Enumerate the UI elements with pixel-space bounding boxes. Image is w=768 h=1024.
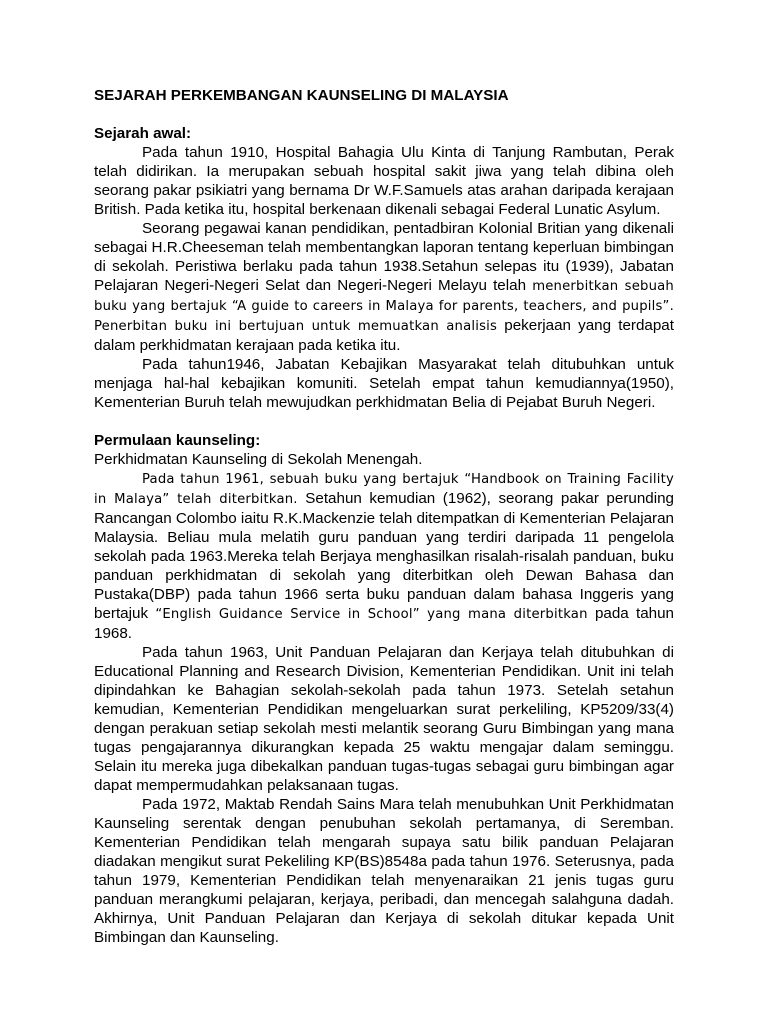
section-heading-sejarah-awal: Sejarah awal: xyxy=(94,125,192,142)
paragraph-text-alt-font: menerbitkan sebuah buku yang bertajuk “A guide to careers in Malaya for parents, teachers, and pupils”. Penerbitan buku ini bertujuan untuk memuatkan analisis xyxy=(94,279,674,334)
paragraph-text-alt-font: “English Guidance Service in School” yang mana diterbitkan xyxy=(155,607,588,622)
paragraph-text-alt-font: Pada tahun 1961, sebuah buku yang bertajuk “Handbook on Training Facility in Malaya” telah diterbitkan. xyxy=(94,472,674,507)
paragraph-cheeseman xyxy=(94,219,674,355)
document-body xyxy=(94,86,674,947)
paragraph-text: Setahun kemudian (1962), seorang pakar perunding Rancangan Colombo iaitu R.K.Mackenzie telah ditempatkan di Kementerian Pelajaran Malaysia. Beliau mula melatih guru panduan yang terdiri daripada 11 pengelola sekolah pada 1963.Mereka telah Berjaya menghasilkan risalah-risalah panduan, buku panduan perkhidmatan di sekolah yang diterbitkan oleh Dewan Bahasa dan Pustaka(DBP) pada tahun 1966 serta buku panduan dalam bahasa Inggeris yang bertajuk xyxy=(94,490,674,622)
paragraph-text: pada tahun 1968. xyxy=(94,605,675,642)
section-heading-permulaan: Permulaan kaunseling: xyxy=(94,432,261,449)
paragraph-1961 xyxy=(94,469,674,643)
paragraph-text: Seorang pegawai kanan pendidikan, pentadbiran Kolonial Britian yang dikenali sebagai H.R.Cheeseman telah membentangkan laporan tentang keperluan bimbingan di sekolah. Peristiwa berlaku pada tahun 1938.Setahun selepas itu (1939), Jabatan Pelajaran Negeri-Negeri Selat dan Negeri-Negeri Melayu telah xyxy=(94,220,674,294)
paragraph-text: pekerjaan yang terdapat dalam perkhidmatan kerajaan pada ketika itu. xyxy=(94,317,674,354)
document-title: SEJARAH PERKEMBANGAN KAUNSELING DI MALAYSIA xyxy=(94,87,509,104)
section-subheading: Perkhidmatan Kaunseling di Sekolah Menengah. xyxy=(94,451,423,468)
paragraph-1972: Pada 1972, Maktab Rendah Sains Mara telah menubuhkan Unit Perkhidmatan Kaunseling serentak dengan penubuhan sekolah pertamanya, di Seremban. Kementerian Pendidikan telah mengarah supaya satu bilik panduan Pelajaran diadakan mengikut surat Pekeliling KP(BS)8548a pada tahun 1976. Seterusnya, pada tahun 1979, Kementerian Pendidikan telah menyenaraikan 21 jenis tugas guru panduan merangkumi pelajaran, kerjaya, peribadi, dan mencegah salahguna dadah. Akhirnya, Unit Panduan Pelajaran dan Kerjaya di sekolah ditukar kepada Unit Bimbingan dan Kaunseling. xyxy=(94,796,674,946)
paragraph-1946: Pada tahun1946, Jabatan Kebajikan Masyarakat telah ditubuhkan untuk menjaga hal-hal kebajikan komuniti. Setelah empat tahun kemudiannya(1950), Kementerian Buruh telah mewujudkan perkhidmatan Belia di Pejabat Buruh Negeri. xyxy=(94,356,674,411)
paragraph-1910: Pada tahun 1910, Hospital Bahagia Ulu Kinta di Tanjung Rambutan, Perak telah didirikan. Ia merupakan sebuah hospital sakit jiwa yang telah dibina oleh seorang pakar psikiatri yang bernama Dr W.F.Samuels atas arahan daripada kerajaan British. Pada ketika itu, hospital berkenaan dikenali sebagai Federal Lunatic Asylum. xyxy=(94,144,674,218)
paragraph-1963: Pada tahun 1963, Unit Panduan Pelajaran dan Kerjaya telah ditubuhkan di Educational Planning and Research Division, Kementerian Pendidikan. Unit ini telah dipindahkan ke Bahagian sekolah-sekolah pada tahun 1973. Setelah setahun kemudian, Kementerian Pendidikan mengeluarkan surat perkeliling, KP5209/33(4) dengan perakuan setiap sekolah mesti melantik seorang Guru Bimbingan yang mana tugas pengajarannya dikurangkan kepada 25 waktu mengajar dalam seminggu. Selain itu mereka juga dibekalkan panduan tugas-tugas sebagai guru bimbingan agar dapat mempermudahkan pelaksanaan tugas. xyxy=(94,644,674,794)
